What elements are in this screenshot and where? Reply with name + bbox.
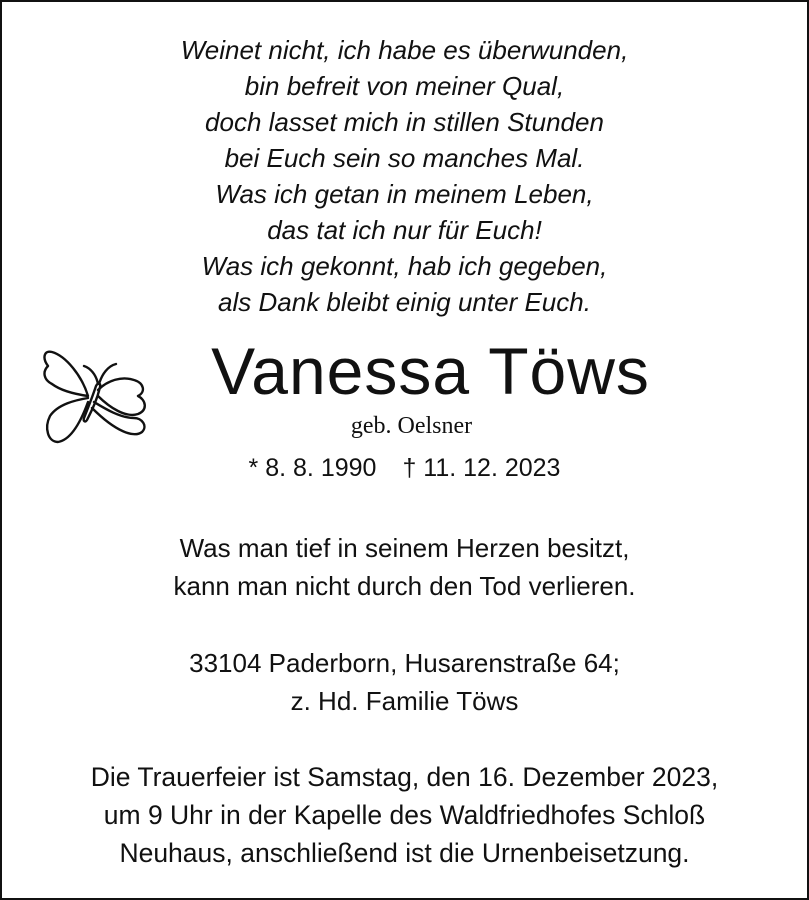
death-date: † 11. 12. 2023	[402, 454, 561, 482]
poem-line: als Dank bleibt einig unter Euch.	[218, 287, 591, 317]
quote-line: Was man tief in seinem Herzen besitzt,	[179, 533, 630, 563]
memorial-quote	[2, 529, 807, 605]
deceased-name: Vanessa Töws	[211, 334, 650, 408]
family-address	[2, 644, 807, 720]
service-line: Die Trauerfeier ist Samstag, den 16. Dezember 2023,	[90, 762, 719, 792]
address-line: z. Hd. Familie Töws	[290, 686, 519, 716]
life-dates	[2, 451, 807, 485]
poem-line: doch lasset mich in stillen Stunden	[205, 107, 604, 137]
birth-date: * 8. 8. 1990	[248, 454, 377, 482]
poem-line: Was ich getan in meinem Leben,	[215, 179, 594, 209]
service-line: Neuhaus, anschließend ist die Urnenbeisetzung.	[119, 838, 690, 868]
service-line: um 9 Uhr in der Kapelle des Waldfriedhofes Schloß	[103, 800, 706, 830]
poem	[2, 32, 807, 320]
maiden-name: geb. Oelsner	[350, 413, 473, 439]
poem-line: bei Euch sein so manches Mal.	[224, 143, 585, 173]
address-line: 33104 Paderborn, Husarenstraße 64;	[189, 648, 620, 678]
poem-line: Weinet nicht, ich habe es überwunden,	[180, 35, 629, 65]
funeral-service-info	[2, 758, 807, 872]
quote-line: kann man nicht durch den Tod verlieren.	[173, 571, 636, 601]
poem-line: das tat ich nur für Euch!	[267, 215, 542, 245]
poem-line: Was ich gekonnt, hab ich gegeben,	[201, 251, 608, 281]
poem-line: bin befreit von meiner Qual,	[244, 71, 565, 101]
